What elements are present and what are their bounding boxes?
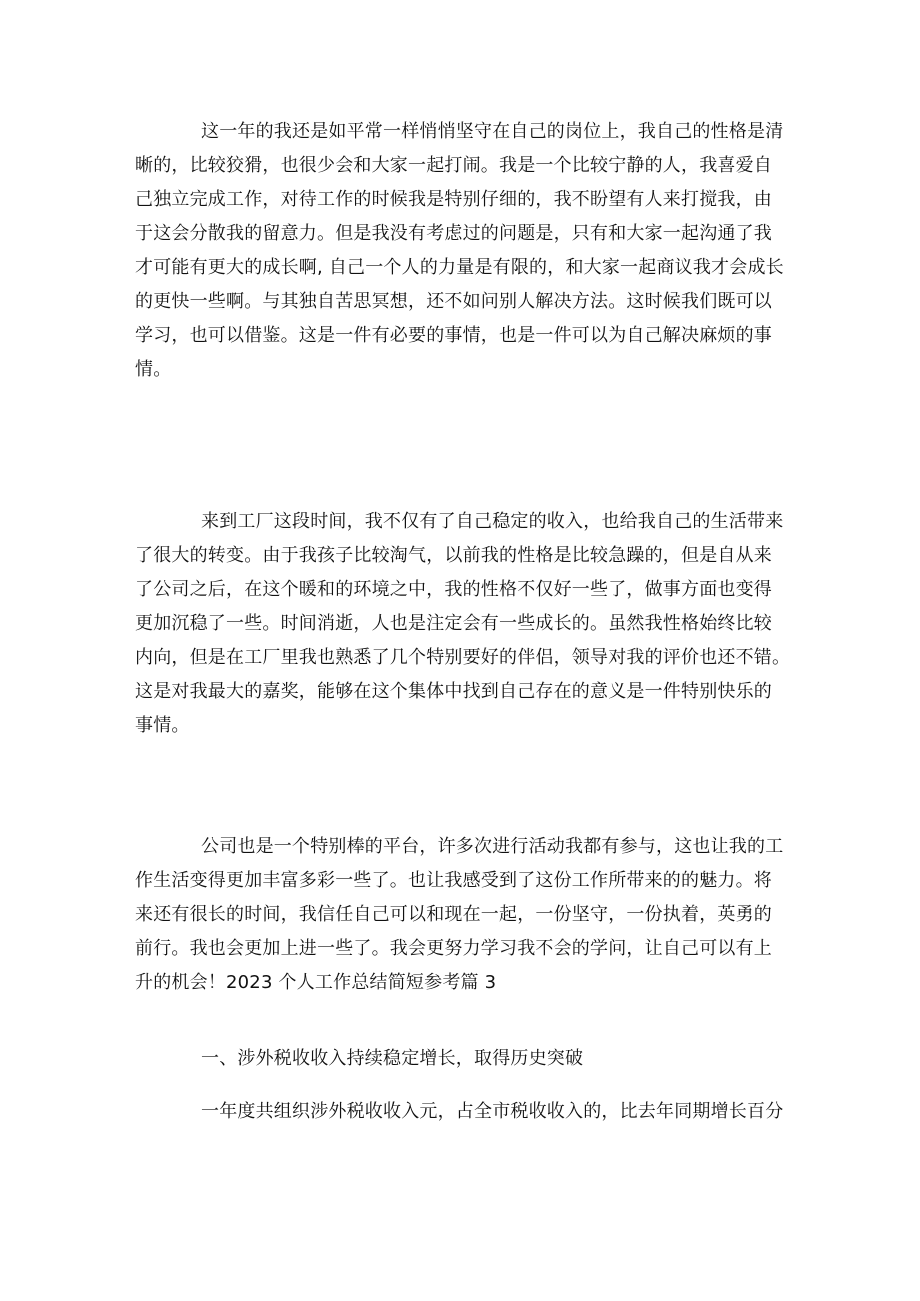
paragraph-2-line-2: 了很大的转变。由于我孩子比较淘气，以前我的性格是比较急躁的，但是自从来 xyxy=(135,545,772,566)
paragraph-2-line-1: 来到工厂这段时间，我不仅有了自己稳定的收入，也给我自己的生活带来 xyxy=(201,511,784,532)
paragraph-1-line-6: 的更快一些啊。与其独自苦思冥想，还不如问别人解决方法。这时候我们既可以 xyxy=(135,291,772,312)
paragraph-3-line-1: 公司也是一个特别棒的平台，许多次进行活动我都有参与，这也让我的工 xyxy=(201,836,784,857)
paragraph-2-line-4: 更加沉稳了一些。时间消逝，人也是注定会有一些成长的。虽然我性格始终比较 xyxy=(135,613,772,634)
paragraph-3 xyxy=(135,830,790,1000)
paragraph-2 xyxy=(135,505,790,743)
paragraph-1-line-2: 晰的，比较狡猾，也很少会和大家一起打闹。我是一个比较宁静的人，我喜爱自 xyxy=(135,155,772,176)
paragraph-1 xyxy=(135,115,790,387)
paragraph-1-line-5: 才可能有更大的成长啊, 自己一个人的力量是有限的，和大家一起商议我才会成长 xyxy=(135,257,784,278)
paragraph-1-line-4: 于这会分散我的留意力。但是我没有考虑过的问题是，只有和大家一起沟通了我 xyxy=(135,223,772,244)
paragraph-3-line-4: 前行。我也会更加上进一些了。我会更努力学习我不会的学问，让自己可以有上 xyxy=(135,938,772,959)
paragraph-4-line-1: 一年度共组织涉外税收收入元，占全市税收收入的，比去年同期增长百分 xyxy=(201,1101,784,1122)
paragraph-2-line-3: 了公司之后，在这个暖和的环境之中，我的性格不仅好一些了，做事方面也变得 xyxy=(135,579,772,600)
paragraph-1-line-7: 学习，也可以借鉴。这是一件有必要的事情，也是一件可以为自己解决麻烦的事 xyxy=(135,325,772,346)
paragraph-3-line-2: 作生活变得更加丰富多彩一些了。也让我感受到了这份工作所带来的的魅力。将 xyxy=(135,870,772,891)
paragraph-1-line-8: 情。 xyxy=(135,359,172,380)
paragraph-3-line-5: 升的机会！2023 个人工作总结简短参考篇 3 xyxy=(135,972,497,993)
paragraph-1-line-3: 己独立完成工作，对待工作的时候我是特别仔细的，我不盼望有人来打搅我，由 xyxy=(135,189,772,210)
paragraph-4 xyxy=(135,1095,790,1129)
paragraph-3-line-3: 来还有很长的时间，我信任自己可以和现在一起，一份坚守，一份执着，英勇的 xyxy=(135,904,772,925)
paragraph-2-line-6: 这是对我最大的嘉奖，能够在这个集体中找到自己存在的意义是一件特别快乐的 xyxy=(135,681,772,702)
paragraph-1-line-1: 这一年的我还是如平常一样悄悄坚守在自己的岗位上，我自己的性格是清 xyxy=(201,121,784,142)
section-heading-text: 一、涉外税收收入持续稳定增长，取得历史突破 xyxy=(201,1048,584,1069)
paragraph-2-line-7: 事情。 xyxy=(135,715,190,736)
section-heading xyxy=(135,1042,790,1076)
paragraph-2-line-5: 内向，但是在工厂里我也熟悉了几个特别要好的伴侣，领导对我的评价也还不错。 xyxy=(135,647,790,668)
